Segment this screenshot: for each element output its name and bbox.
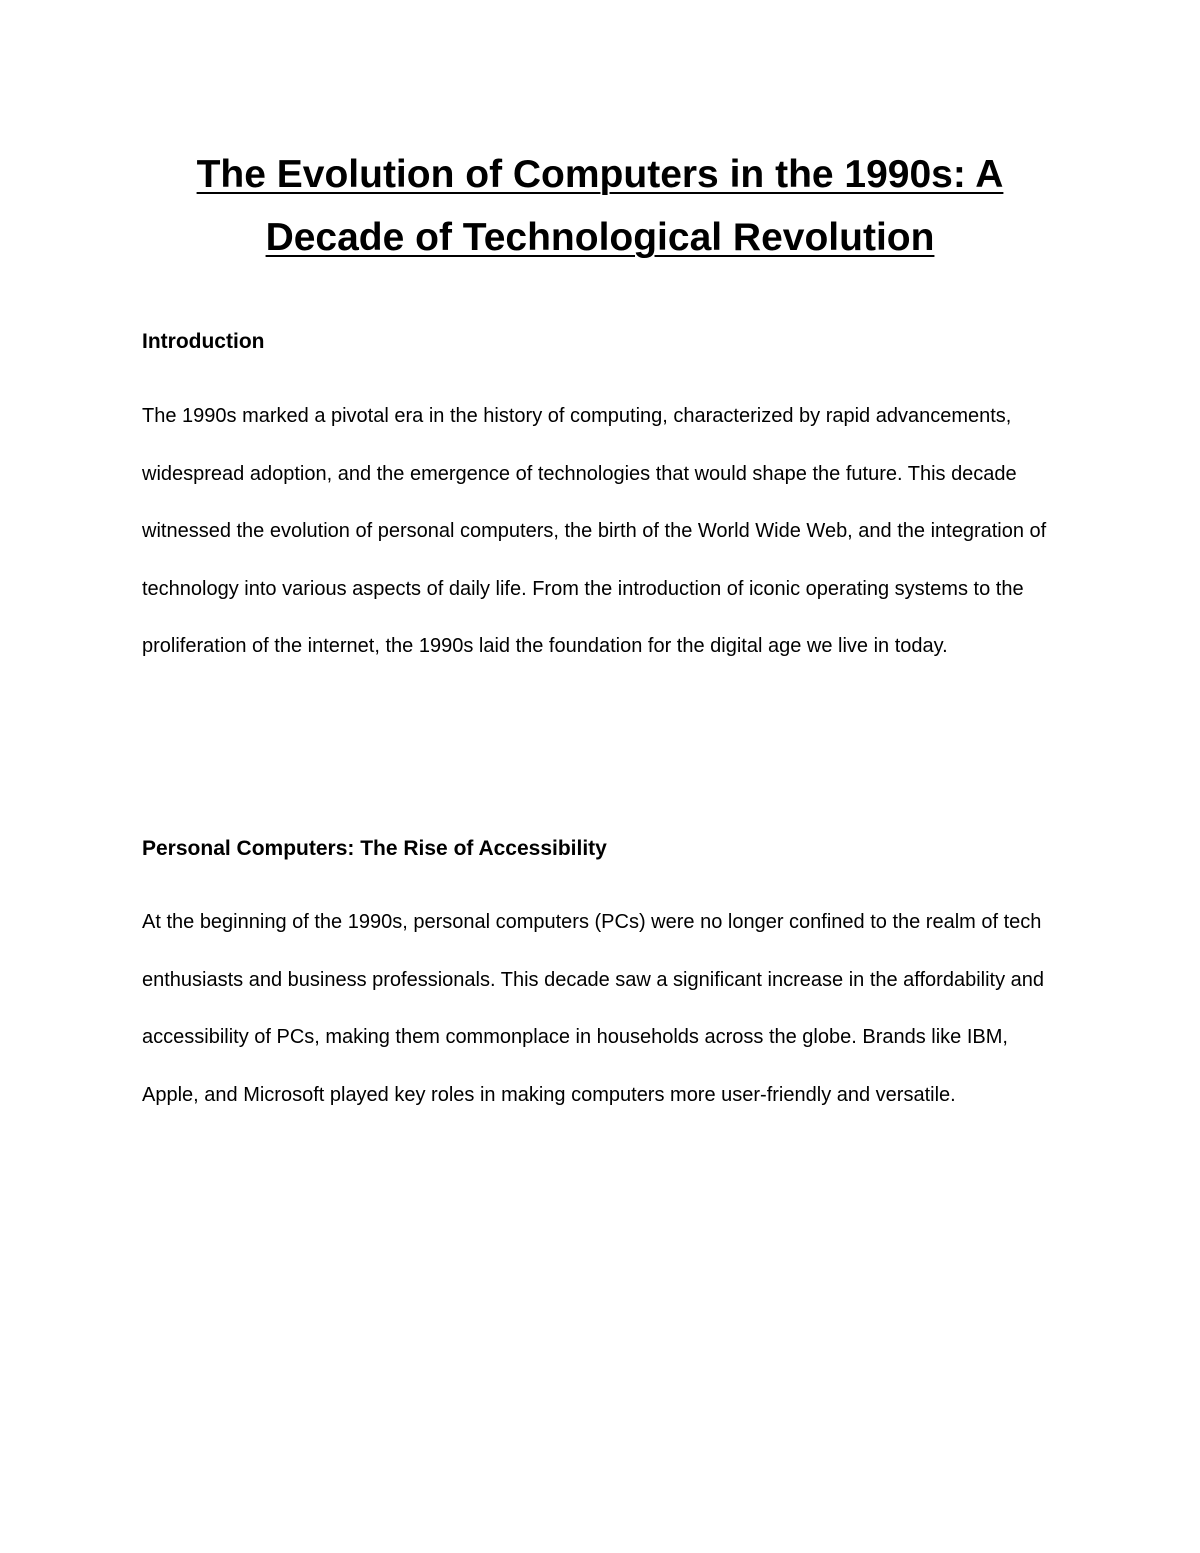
section-heading-personal-computers: Personal Computers: The Rise of Accessibility	[142, 837, 607, 860]
section-heading-introduction: Introduction	[142, 330, 265, 353]
section-body-introduction: The 1990s marked a pivotal era in the history of computing, characterized by rapid advancements, widespread adoption, and the emergence of technologies that would shape the future. This decade witnessed the evolution of personal computers, the birth of the World Wide Web, and the integration of technology into various aspects of daily life. From the introduction of iconic operating systems to the proliferation of the internet, the 1990s laid the foundation for the digital age we live in today.	[142, 405, 1047, 657]
section-body-personal-computers: At the beginning of the 1990s, personal computers (PCs) were no longer confined to the realm of tech enthusiasts and business professionals. This decade saw a significant increase in the affordability and accessibility of PCs, making them commonplace in households across the globe. Brands like IBM, Apple, and Microsoft played key roles in making computers more user-friendly and versatile.	[142, 911, 1045, 1106]
document-title: The Evolution of Computers in the 1990s: A Decade of Technological Revolution	[196, 153, 1004, 259]
